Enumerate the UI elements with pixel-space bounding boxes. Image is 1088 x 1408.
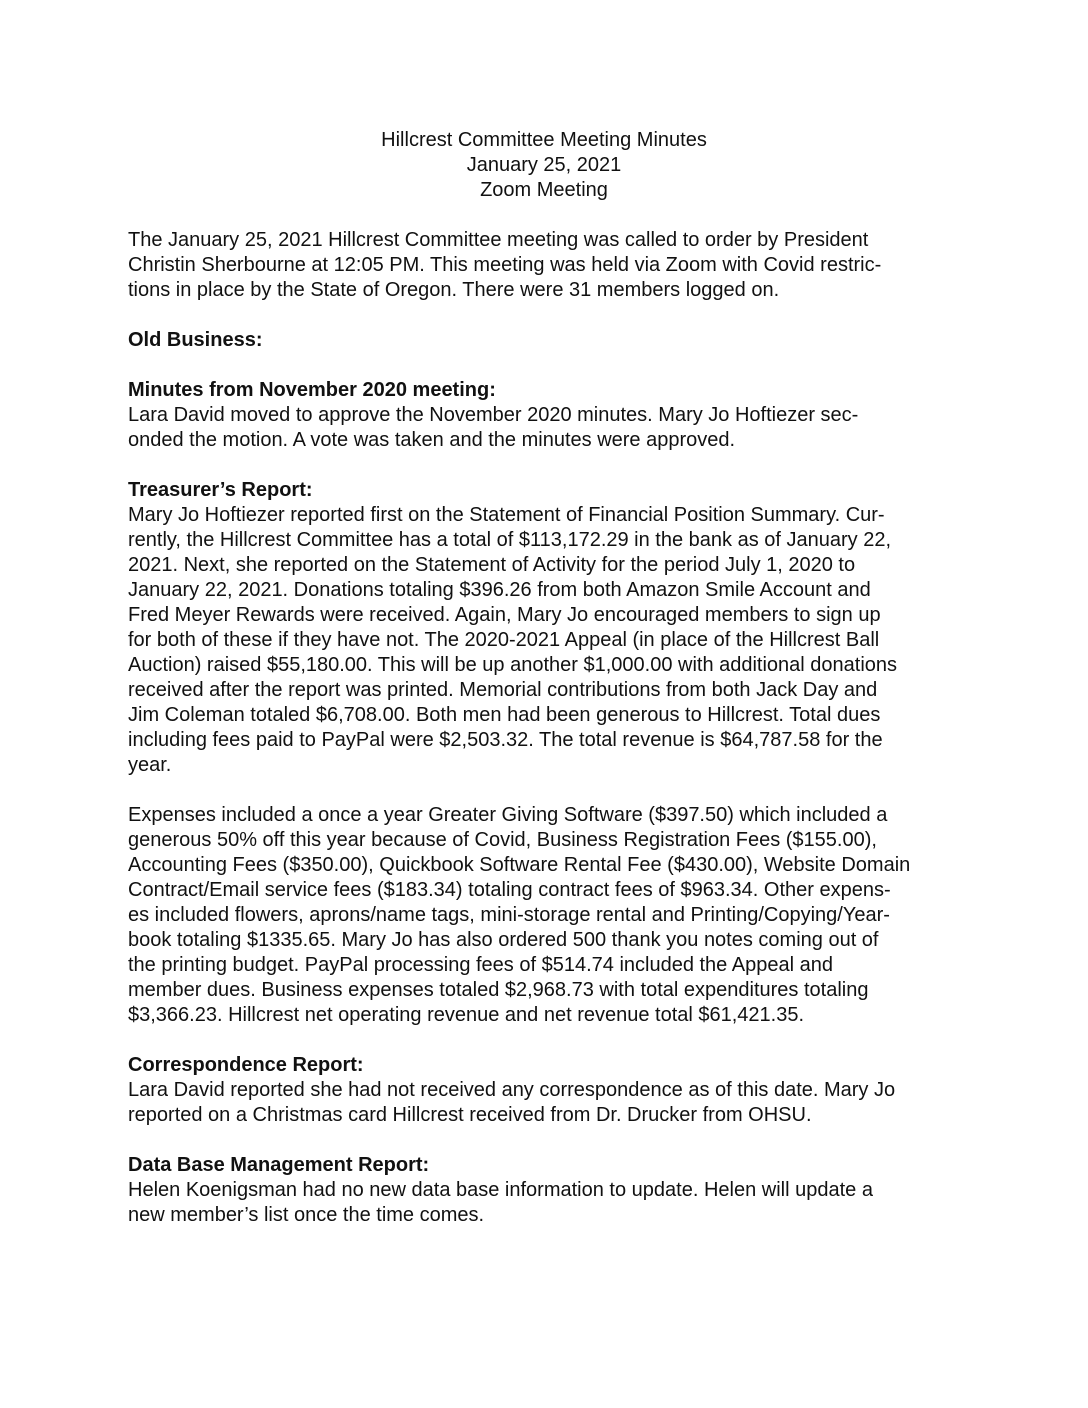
paragraph-line: onded the motion. A vote was taken and the minutes were approved.	[128, 429, 736, 451]
correspondence-section	[128, 1053, 958, 1128]
expenses-paragraph	[128, 803, 958, 1028]
database-section	[128, 1153, 958, 1228]
meeting-date: January 25, 2021	[466, 154, 622, 176]
paragraph-line: the printing budget. PayPal processing fees of $514.74 included the Appeal and	[128, 954, 833, 976]
paragraph-line: reported on a Christmas card Hillcrest received from Dr. Drucker from OHSU.	[128, 1104, 812, 1126]
paragraph-line: Auction) raised $55,180.00. This will be up another $1,000.00 with additional donations	[128, 654, 898, 676]
paragraph-line: The January 25, 2021 Hillcrest Committee meeting was called to order by President	[128, 229, 869, 251]
treasurer-section	[128, 478, 958, 778]
paragraph-line: Expenses included a once a year Greater Giving Software ($397.50) which included a	[128, 804, 888, 826]
database-heading: Data Base Management Report:	[128, 1154, 430, 1176]
old-business-heading: Old Business:	[128, 329, 263, 351]
paragraph-line: Christin Sherbourne at 12:05 PM. This meeting was held via Zoom with Covid restric-	[128, 254, 882, 276]
paragraph-line: including fees paid to PayPal were $2,503.32. The total revenue is $64,787.58 for the	[128, 729, 883, 751]
document-title: Hillcrest Committee Meeting Minutes	[381, 129, 707, 151]
paragraph-line: Lara David reported she had not received any correspondence as of this date. Mary Jo	[128, 1079, 896, 1101]
minutes-section	[128, 378, 958, 453]
paragraph-line: tions in place by the State of Oregon. There were 31 members logged on.	[128, 279, 780, 301]
document-header	[0, 128, 1088, 203]
minutes-heading: Minutes from November 2020 meeting:	[128, 379, 496, 401]
treasurer-heading: Treasurer’s Report:	[128, 479, 313, 501]
intro-paragraph	[128, 228, 958, 303]
paragraph-line: Accounting Fees ($350.00), Quickbook Software Rental Fee ($430.00), Website Domain	[128, 854, 911, 876]
document-body	[128, 228, 958, 1228]
meeting-location: Zoom Meeting	[480, 179, 608, 201]
paragraph-line: received after the report was printed. Memorial contributions from both Jack Day and	[128, 679, 878, 701]
paragraph-line: Contract/Email service fees ($183.34) totaling contract fees of $963.34. Other expens-	[128, 879, 891, 901]
paragraph-line: new member’s list once the time comes.	[128, 1204, 485, 1226]
paragraph-line: member dues. Business expenses totaled $2,968.73 with total expenditures totaling	[128, 979, 869, 1001]
paragraph-line: book totaling $1335.65. Mary Jo has also ordered 500 thank you notes coming out of	[128, 929, 879, 951]
correspondence-heading: Correspondence Report:	[128, 1054, 364, 1076]
paragraph-line: for both of these if they have not. The 2020-2021 Appeal (in place of the Hillcrest Ball	[128, 629, 880, 651]
paragraph-line: es included flowers, aprons/name tags, mini-storage rental and Printing/Copying/Year-	[128, 904, 890, 926]
paragraph-line: Helen Koenigsman had no new data base information to update. Helen will update a	[128, 1179, 873, 1201]
paragraph-line: generous 50% off this year because of Covid, Business Registration Fees ($155.00),	[128, 829, 877, 851]
paragraph-line: Lara David moved to approve the November 2020 minutes. Mary Jo Hoftiezer sec-	[128, 404, 859, 426]
paragraph-line: Fred Meyer Rewards were received. Again, Mary Jo encouraged members to sign up	[128, 604, 881, 626]
paragraph-line: January 22, 2021. Donations totaling $396.26 from both Amazon Smile Account and	[128, 579, 871, 601]
paragraph-line: 2021. Next, she reported on the Statement of Activity for the period July 1, 2020 to	[128, 554, 856, 576]
paragraph-line: $3,366.23. Hillcrest net operating revenue and net revenue total $61,421.35.	[128, 1004, 805, 1026]
paragraph-line: rently, the Hillcrest Committee has a total of $113,172.29 in the bank as of January 22,	[128, 529, 892, 551]
paragraph-line: year.	[128, 754, 172, 776]
paragraph-line: Jim Coleman totaled $6,708.00. Both men had been generous to Hillcrest. Total dues	[128, 704, 881, 726]
paragraph-line: Mary Jo Hoftiezer reported first on the Statement of Financial Position Summary. Cur-	[128, 504, 885, 526]
